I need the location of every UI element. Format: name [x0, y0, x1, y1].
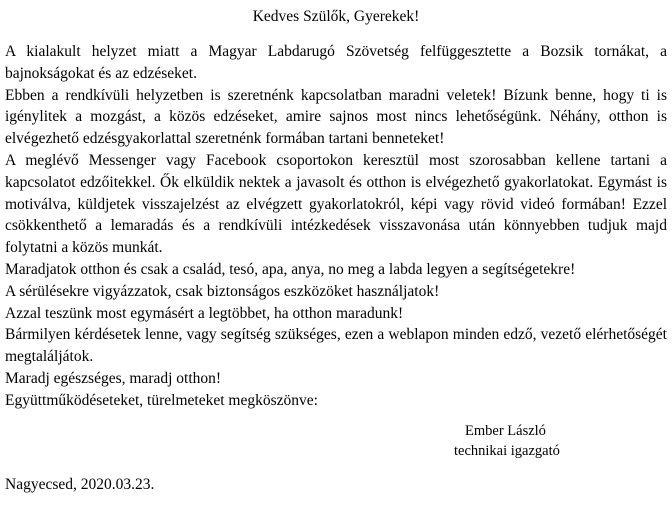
- paragraph-stay-home-family: Maradjatok otthon és csak a család, tesó, apa, anya, no meg a labda legyen a segítségetekre!: [5, 260, 576, 278]
- signature-title: technikai igazgató: [454, 442, 560, 459]
- letter-greeting: Kedves Szülők, Gyerekek!: [252, 8, 420, 25]
- place-and-date: Nagyecsed, 2020.03.23.: [5, 475, 155, 493]
- paragraph-closing-thanks: Együttműködéseteket, türelmeteket megköszönve:: [5, 391, 318, 409]
- paragraph-messenger-groups: A meglévő Messenger vagy Facebook csoportokon keresztül most szorosabban kellene tartani a kapcsolatot edzőitekkel. Ők elküldik nektek a javasolt és otthon is elvégezhető gyakorlatokat. Egymást is motiválva, küldjetek visszajelzést az elvégzett gyakorlatokról, képi vagy rövid videó formában! Ezzel csökkenthető a lemaradás és a rendkívüli intézkedések visszavonása után könnyebben tudjuk majd folytatni a közös munkát.: [5, 151, 667, 257]
- letter-document: [5, 7, 667, 495]
- paragraph-suspension-notice: A kialakult helyzet miatt a Magyar Labdarugó Szövetség felfüggesztette a Bozsik tornákat, a bajnokságokat és az edzéseket.: [5, 43, 667, 82]
- paragraph-contact-info: Bármilyen kérdésetek lenne, vagy segítség szükséges, ezen a weblapon minden edző, vezető elérhetőségét megtaláljátok.: [5, 326, 667, 366]
- paragraph-stay-in-touch: Ebben a rendkívüli helyzetben is szeretnénk kapcsolatban maradni veletek! Bízunk benne, hogy ti is igénylitek a mozgást, a közös edzéseket, amire sajnos most nincs lehetőségünk. Néhány, otthon is elvégezhető edzésgyakorlattal szeretnénk formában tartani benneteket!: [5, 86, 667, 148]
- signature-name: Ember László: [465, 422, 546, 439]
- signature-block: [5, 421, 667, 463]
- paragraph-injury-warning: A sérülésekre vigyázzatok, csak biztonságos eszközöket használjatok!: [5, 282, 440, 300]
- paragraph-stay-home-together: Azzal teszünk most egymásért a legtöbbet, ha otthon maradunk!: [5, 304, 404, 322]
- paragraph-stay-healthy: Maradj egészséges, maradj otthon!: [5, 369, 222, 387]
- letter-body: [5, 41, 667, 412]
